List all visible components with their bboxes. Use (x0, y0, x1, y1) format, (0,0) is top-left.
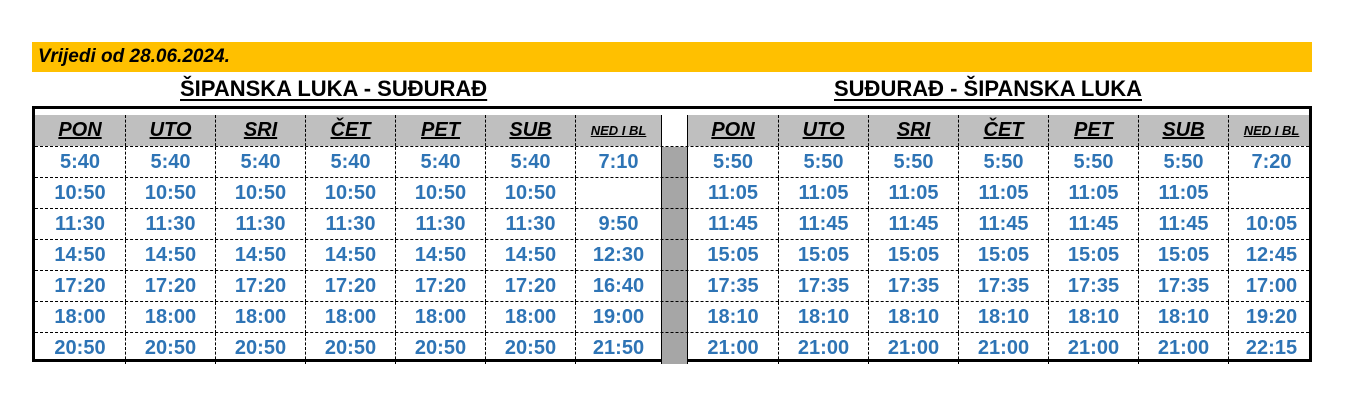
timetable-row (35, 208, 1309, 240)
right-departure-time-uto: 21:00 (778, 333, 868, 364)
left-departure-time-ned (575, 178, 661, 209)
route-divider (661, 240, 688, 271)
left-departure-time-sub: 20:50 (485, 333, 575, 364)
right-departure-time-pet: 11:45 (1048, 209, 1138, 240)
right-departure-time-pon: 18:10 (707, 306, 759, 328)
left-departure-time-pon: 11:30 (54, 213, 106, 235)
right-day-header-sri: SRI (868, 115, 958, 146)
right-departure-time-sub: 5:50 (1138, 147, 1228, 178)
left-departure-time-ned: 16:40 (575, 271, 661, 302)
left-day-header-sri: SRI (215, 115, 305, 146)
left-departure-time-sri: 5:40 (215, 147, 305, 178)
right-departure-time-pon: 17:35 (707, 275, 759, 297)
header-row (35, 115, 1309, 146)
right-departure-time-cet: 11:05 (958, 178, 1048, 209)
right-departure-time-pon: 15:05 (707, 244, 759, 266)
left-departure-time-cet: 5:40 (305, 147, 395, 178)
left-departure-time-sub: 11:30 (485, 209, 575, 240)
right-departure-time-ned: 17:00 (1228, 271, 1314, 302)
timetable-row (35, 177, 1309, 209)
right-day-header-sub: SUB (1138, 115, 1228, 146)
left-day-header-cet: ČET (305, 115, 395, 146)
left-departure-time-uto: 20:50 (125, 333, 215, 364)
right-departure-time-pon: 5:50 (712, 151, 754, 173)
left-day-header-sub: SUB (485, 115, 575, 146)
right-departure-time-pon: 21:00 (707, 337, 759, 359)
timetable-row (35, 270, 1309, 302)
right-departure-time-uto: 11:45 (778, 209, 868, 240)
left-departure-time-pet: 10:50 (395, 178, 485, 209)
right-day-header-ned: NED I BL (1228, 115, 1314, 146)
left-departure-time-pet: 14:50 (395, 240, 485, 271)
left-departure-time-sub: 10:50 (485, 178, 575, 209)
route-divider (661, 271, 688, 302)
left-day-header-ned: NED I BL (575, 115, 661, 146)
left-departure-time-cet: 17:20 (305, 271, 395, 302)
right-departure-time-sub: 11:05 (1138, 178, 1228, 209)
left-departure-time-sri: 20:50 (215, 333, 305, 364)
right-departure-time-sri: 17:35 (868, 271, 958, 302)
route-title-suđurađ-sipanska: SUĐURAĐ - ŠIPANSKA LUKA (834, 76, 1142, 101)
right-departure-time-sub: 11:45 (1138, 209, 1228, 240)
right-departure-time-cet: 21:00 (958, 333, 1048, 364)
left-departure-time-pon: 5:40 (59, 151, 101, 173)
right-departure-time-ned: 19:20 (1228, 302, 1314, 333)
timetable-row (35, 239, 1309, 271)
left-departure-time-pet: 17:20 (395, 271, 485, 302)
right-departure-time-ned: 7:20 (1228, 147, 1314, 178)
right-departure-time-sub: 21:00 (1138, 333, 1228, 364)
right-departure-time-ned: 22:15 (1228, 333, 1314, 364)
left-departure-time-pon: 14:50 (54, 244, 106, 266)
route-divider (661, 115, 688, 146)
right-departure-time-pet: 17:35 (1048, 271, 1138, 302)
right-day-header-cet: ČET (958, 115, 1048, 146)
left-departure-time-cet: 20:50 (305, 333, 395, 364)
right-departure-time-sub: 15:05 (1138, 240, 1228, 271)
right-departure-time-cet: 15:05 (958, 240, 1048, 271)
left-departure-time-uto: 5:40 (125, 147, 215, 178)
left-departure-time-pet: 20:50 (395, 333, 485, 364)
left-departure-time-ned: 7:10 (575, 147, 661, 178)
left-departure-time-sub: 14:50 (485, 240, 575, 271)
route-title-sipanska-suđurađ: ŠIPANSKA LUKA - SUĐURAĐ (180, 76, 488, 101)
route-divider (661, 209, 688, 240)
left-departure-time-uto: 11:30 (125, 209, 215, 240)
left-departure-time-uto: 10:50 (125, 178, 215, 209)
left-departure-time-pet: 18:00 (395, 302, 485, 333)
right-departure-time-uto: 18:10 (778, 302, 868, 333)
timetable-row (35, 301, 1309, 333)
right-departure-time-sub: 18:10 (1138, 302, 1228, 333)
right-departure-time-uto: 11:05 (778, 178, 868, 209)
left-departure-time-sub: 17:20 (485, 271, 575, 302)
right-departure-time-uto: 5:50 (778, 147, 868, 178)
route-divider (661, 178, 688, 209)
left-departure-time-ned: 19:00 (575, 302, 661, 333)
right-departure-time-pet: 5:50 (1048, 147, 1138, 178)
timetable-row (35, 146, 1309, 178)
right-departure-time-ned: 12:45 (1228, 240, 1314, 271)
right-departure-time-pet: 11:05 (1048, 178, 1138, 209)
left-departure-time-pon: 20:50 (54, 337, 106, 359)
right-departure-time-sri: 18:10 (868, 302, 958, 333)
left-departure-time-pet: 5:40 (395, 147, 485, 178)
route-divider (661, 302, 688, 333)
right-departure-time-pon: 11:05 (707, 182, 759, 204)
right-departure-time-sri: 15:05 (868, 240, 958, 271)
left-departure-time-pet: 11:30 (395, 209, 485, 240)
left-departure-time-pon: 18:00 (54, 306, 106, 328)
right-departure-time-ned: 10:05 (1228, 209, 1314, 240)
left-departure-time-uto: 18:00 (125, 302, 215, 333)
left-departure-time-cet: 10:50 (305, 178, 395, 209)
left-day-header-pon: PON (58, 119, 102, 141)
right-departure-time-cet: 18:10 (958, 302, 1048, 333)
right-departure-time-uto: 17:35 (778, 271, 868, 302)
left-departure-time-pon: 10:50 (54, 182, 106, 204)
left-departure-time-sub: 5:40 (485, 147, 575, 178)
timetable (32, 106, 1312, 362)
timetable-row (35, 332, 1309, 364)
left-departure-time-pon: 17:20 (54, 275, 106, 297)
right-departure-time-ned (1228, 178, 1314, 209)
right-departure-time-sri: 11:45 (868, 209, 958, 240)
left-departure-time-uto: 14:50 (125, 240, 215, 271)
left-departure-time-sri: 17:20 (215, 271, 305, 302)
validity-banner: Vrijedi od 28.06.2024. (32, 42, 1312, 72)
left-departure-time-uto: 17:20 (125, 271, 215, 302)
right-departure-time-pet: 18:10 (1048, 302, 1138, 333)
right-departure-time-pet: 21:00 (1048, 333, 1138, 364)
left-departure-time-cet: 14:50 (305, 240, 395, 271)
left-departure-time-sri: 18:00 (215, 302, 305, 333)
right-departure-time-sri: 21:00 (868, 333, 958, 364)
right-departure-time-cet: 5:50 (958, 147, 1048, 178)
route-divider (661, 147, 688, 178)
left-departure-time-sri: 11:30 (215, 209, 305, 240)
right-departure-time-cet: 11:45 (958, 209, 1048, 240)
right-departure-time-pon: 11:45 (707, 213, 759, 235)
left-departure-time-sri: 10:50 (215, 178, 305, 209)
right-day-header-pet: PET (1048, 115, 1138, 146)
left-departure-time-sri: 14:50 (215, 240, 305, 271)
right-departure-time-sri: 5:50 (868, 147, 958, 178)
left-departure-time-ned: 12:30 (575, 240, 661, 271)
right-departure-time-cet: 17:35 (958, 271, 1048, 302)
right-departure-time-sub: 17:35 (1138, 271, 1228, 302)
left-departure-time-ned: 21:50 (575, 333, 661, 364)
left-day-header-pet: PET (395, 115, 485, 146)
right-day-header-pon: PON (711, 119, 755, 141)
left-day-header-uto: UTO (125, 115, 215, 146)
left-departure-time-sub: 18:00 (485, 302, 575, 333)
right-day-header-uto: UTO (778, 115, 868, 146)
left-departure-time-ned: 9:50 (575, 209, 661, 240)
right-departure-time-pet: 15:05 (1048, 240, 1138, 271)
left-departure-time-cet: 18:00 (305, 302, 395, 333)
right-departure-time-sri: 11:05 (868, 178, 958, 209)
right-departure-time-uto: 15:05 (778, 240, 868, 271)
left-departure-time-cet: 11:30 (305, 209, 395, 240)
route-divider (661, 333, 688, 364)
